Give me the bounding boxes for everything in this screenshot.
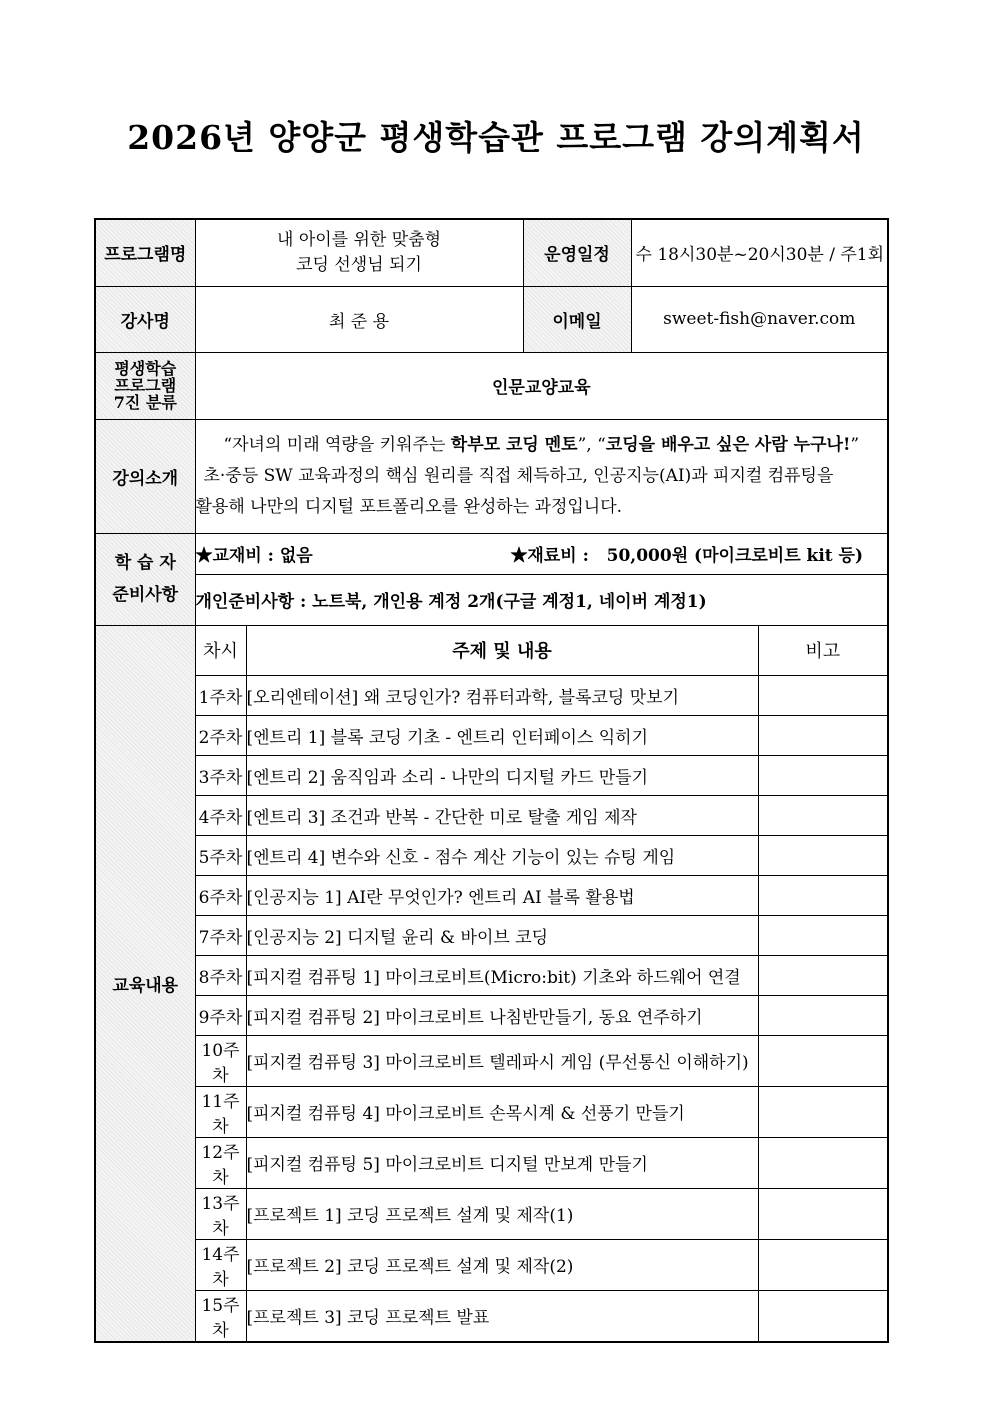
row-category <box>95 352 888 419</box>
topic-cell: [피지컬 컴퓨팅 4] 마이크로비트 손목시계 & 선풍기 만들기 <box>246 1086 758 1137</box>
curriculum-row <box>95 875 888 915</box>
topic-cell: [엔트리 2] 움직임과 소리 - 나만의 디지털 카드 만들기 <box>246 755 758 795</box>
curriculum-row <box>95 835 888 875</box>
note-cell <box>758 755 888 795</box>
row-instructor <box>95 286 888 352</box>
prep-label-line2: 준비사항 <box>112 585 179 605</box>
intro-line2: 초·중등 SW 교육과정의 핵심 원리를 직접 체득하고, 인공지능(AI)과 피지컬 컴퓨팅을 <box>203 465 834 486</box>
prep-label <box>95 533 195 625</box>
category-label-line1: 평생학습 <box>114 359 177 378</box>
prep-costs <box>195 533 888 574</box>
topic-cell: [프로젝트 3] 코딩 프로젝트 발표 <box>246 1290 758 1342</box>
week-cell: 14주차 <box>195 1239 246 1290</box>
note-header: 비고 <box>758 625 888 675</box>
curriculum-row <box>95 1188 888 1239</box>
topic-cell: [피지컬 컴퓨팅 3] 마이크로비트 텔레파시 게임 (무선통신 이해하기) <box>246 1035 758 1086</box>
prep-label-line1: 학 습 자 <box>114 553 176 573</box>
topic-cell: [피지컬 컴퓨팅 5] 마이크로비트 디지털 만보계 만들기 <box>246 1137 758 1188</box>
email-value: sweet-fish@naver.com <box>631 286 888 352</box>
curriculum-row <box>95 715 888 755</box>
note-cell <box>758 875 888 915</box>
intro-label: 강의소개 <box>95 419 195 533</box>
curriculum-row <box>95 1035 888 1086</box>
week-cell: 15주차 <box>195 1290 246 1342</box>
week-cell: 9주차 <box>195 995 246 1035</box>
program-name-label: 프로그램명 <box>95 219 195 286</box>
category-value: 인문교양교육 <box>195 352 888 419</box>
topic-cell: [엔트리 1] 블록 코딩 기초 - 엔트리 인터페이스 익히기 <box>246 715 758 755</box>
intro-highlight-mentor: 학부모 코딩 멘토 <box>450 434 578 455</box>
topic-cell: [엔트리 4] 변수와 신호 - 점수 계산 기능이 있는 슈팅 게임 <box>246 835 758 875</box>
category-label <box>95 352 195 419</box>
week-cell: 4주차 <box>195 795 246 835</box>
note-cell <box>758 795 888 835</box>
row-prep-personal <box>95 574 888 625</box>
week-cell: 8주차 <box>195 955 246 995</box>
program-name-value <box>195 219 523 286</box>
schedule-label: 운영일정 <box>523 219 631 286</box>
note-cell <box>758 1239 888 1290</box>
topic-cell: [오리엔테이션] 왜 코딩인가? 컴퓨터과학, 블록코딩 맛보기 <box>246 675 758 715</box>
week-cell: 1주차 <box>195 675 246 715</box>
curriculum-row <box>95 955 888 995</box>
session-header: 차시 <box>195 625 246 675</box>
topic-header: 주제 및 내용 <box>246 625 758 675</box>
topic-cell: [프로젝트 2] 코딩 프로젝트 설계 및 제작(2) <box>246 1239 758 1290</box>
intro-highlight-anyone: 코딩을 배우고 싶은 사람 누구나! <box>605 434 851 455</box>
instructor-label: 강사명 <box>95 286 195 352</box>
week-cell: 10주차 <box>195 1035 246 1086</box>
curriculum-row <box>95 795 888 835</box>
intro-line1-e: ” <box>850 434 860 455</box>
program-name-line1: 내 아이를 위한 맞춤형 <box>277 229 442 250</box>
email-label: 이메일 <box>523 286 631 352</box>
material-cost: ★재료비 : 50,000원 (마이크로비트 kit 등) <box>510 546 864 566</box>
week-cell: 6주차 <box>195 875 246 915</box>
lecture-plan-table <box>94 218 889 1343</box>
note-cell <box>758 995 888 1035</box>
note-cell <box>758 1290 888 1342</box>
note-cell <box>758 835 888 875</box>
personal-prep: 개인준비사항 : 노트북, 개인용 계정 2개(구글 계정1, 네이버 계정1) <box>195 574 888 625</box>
intro-line1-c: ”, “ <box>577 434 606 455</box>
week-cell: 13주차 <box>195 1188 246 1239</box>
curriculum-row <box>95 755 888 795</box>
week-cell: 11주차 <box>195 1086 246 1137</box>
note-cell <box>758 915 888 955</box>
note-cell <box>758 1035 888 1086</box>
program-name-line2: 코딩 선생님 되기 <box>296 254 422 275</box>
topic-cell: [인공지능 1] AI란 무엇인가? 엔트리 AI 블록 활용법 <box>246 875 758 915</box>
schedule-value: 수 18시30분~20시30분 / 주1회 <box>631 219 888 286</box>
week-cell: 7주차 <box>195 915 246 955</box>
intro-line3: 활용해 나만의 디지털 포트폴리오를 완성하는 과정입니다. <box>195 496 623 517</box>
curriculum-row <box>95 675 888 715</box>
intro-line1-a: “자녀의 미래 역량을 키워주는 <box>223 434 451 455</box>
note-cell <box>758 675 888 715</box>
curriculum-row <box>95 1239 888 1290</box>
intro-line1 <box>196 430 888 461</box>
week-cell: 5주차 <box>195 835 246 875</box>
row-prep-costs <box>95 533 888 574</box>
curriculum-row <box>95 1086 888 1137</box>
week-cell: 2주차 <box>195 715 246 755</box>
document-title: 2026년 양양군 평생학습관 프로그램 강의계획서 <box>127 118 865 157</box>
textbook-cost: ★교재비 : 없음 <box>195 546 313 566</box>
note-cell <box>758 1086 888 1137</box>
intro-text <box>195 419 888 533</box>
curriculum-row <box>95 915 888 955</box>
topic-cell: [엔트리 3] 조건과 반복 - 간단한 미로 탈출 게임 제작 <box>246 795 758 835</box>
curriculum-row <box>95 1290 888 1342</box>
note-cell <box>758 1188 888 1239</box>
topic-cell: [피지컬 컴퓨팅 1] 마이크로비트(Micro:bit) 기초와 하드웨어 연결 <box>246 955 758 995</box>
note-cell <box>758 715 888 755</box>
curriculum-header-row <box>95 625 888 675</box>
topic-cell: [프로젝트 1] 코딩 프로젝트 설계 및 제작(1) <box>246 1188 758 1239</box>
curriculum-row <box>95 995 888 1035</box>
row-intro <box>95 419 888 533</box>
topic-cell: [인공지능 2] 디지털 윤리 & 바이브 코딩 <box>246 915 758 955</box>
week-cell: 3주차 <box>195 755 246 795</box>
category-label-line3: 7진 분류 <box>113 393 177 412</box>
note-cell <box>758 955 888 995</box>
topic-cell: [피지컬 컴퓨팅 2] 마이크로비트 나침반만들기, 동요 연주하기 <box>246 995 758 1035</box>
instructor-value: 최 준 용 <box>195 286 523 352</box>
week-cell: 12주차 <box>195 1137 246 1188</box>
curriculum-row <box>95 1137 888 1188</box>
row-program <box>95 219 888 286</box>
note-cell <box>758 1137 888 1188</box>
category-label-line2: 프로그램 <box>114 376 177 395</box>
content-label: 교육내용 <box>95 625 195 1342</box>
